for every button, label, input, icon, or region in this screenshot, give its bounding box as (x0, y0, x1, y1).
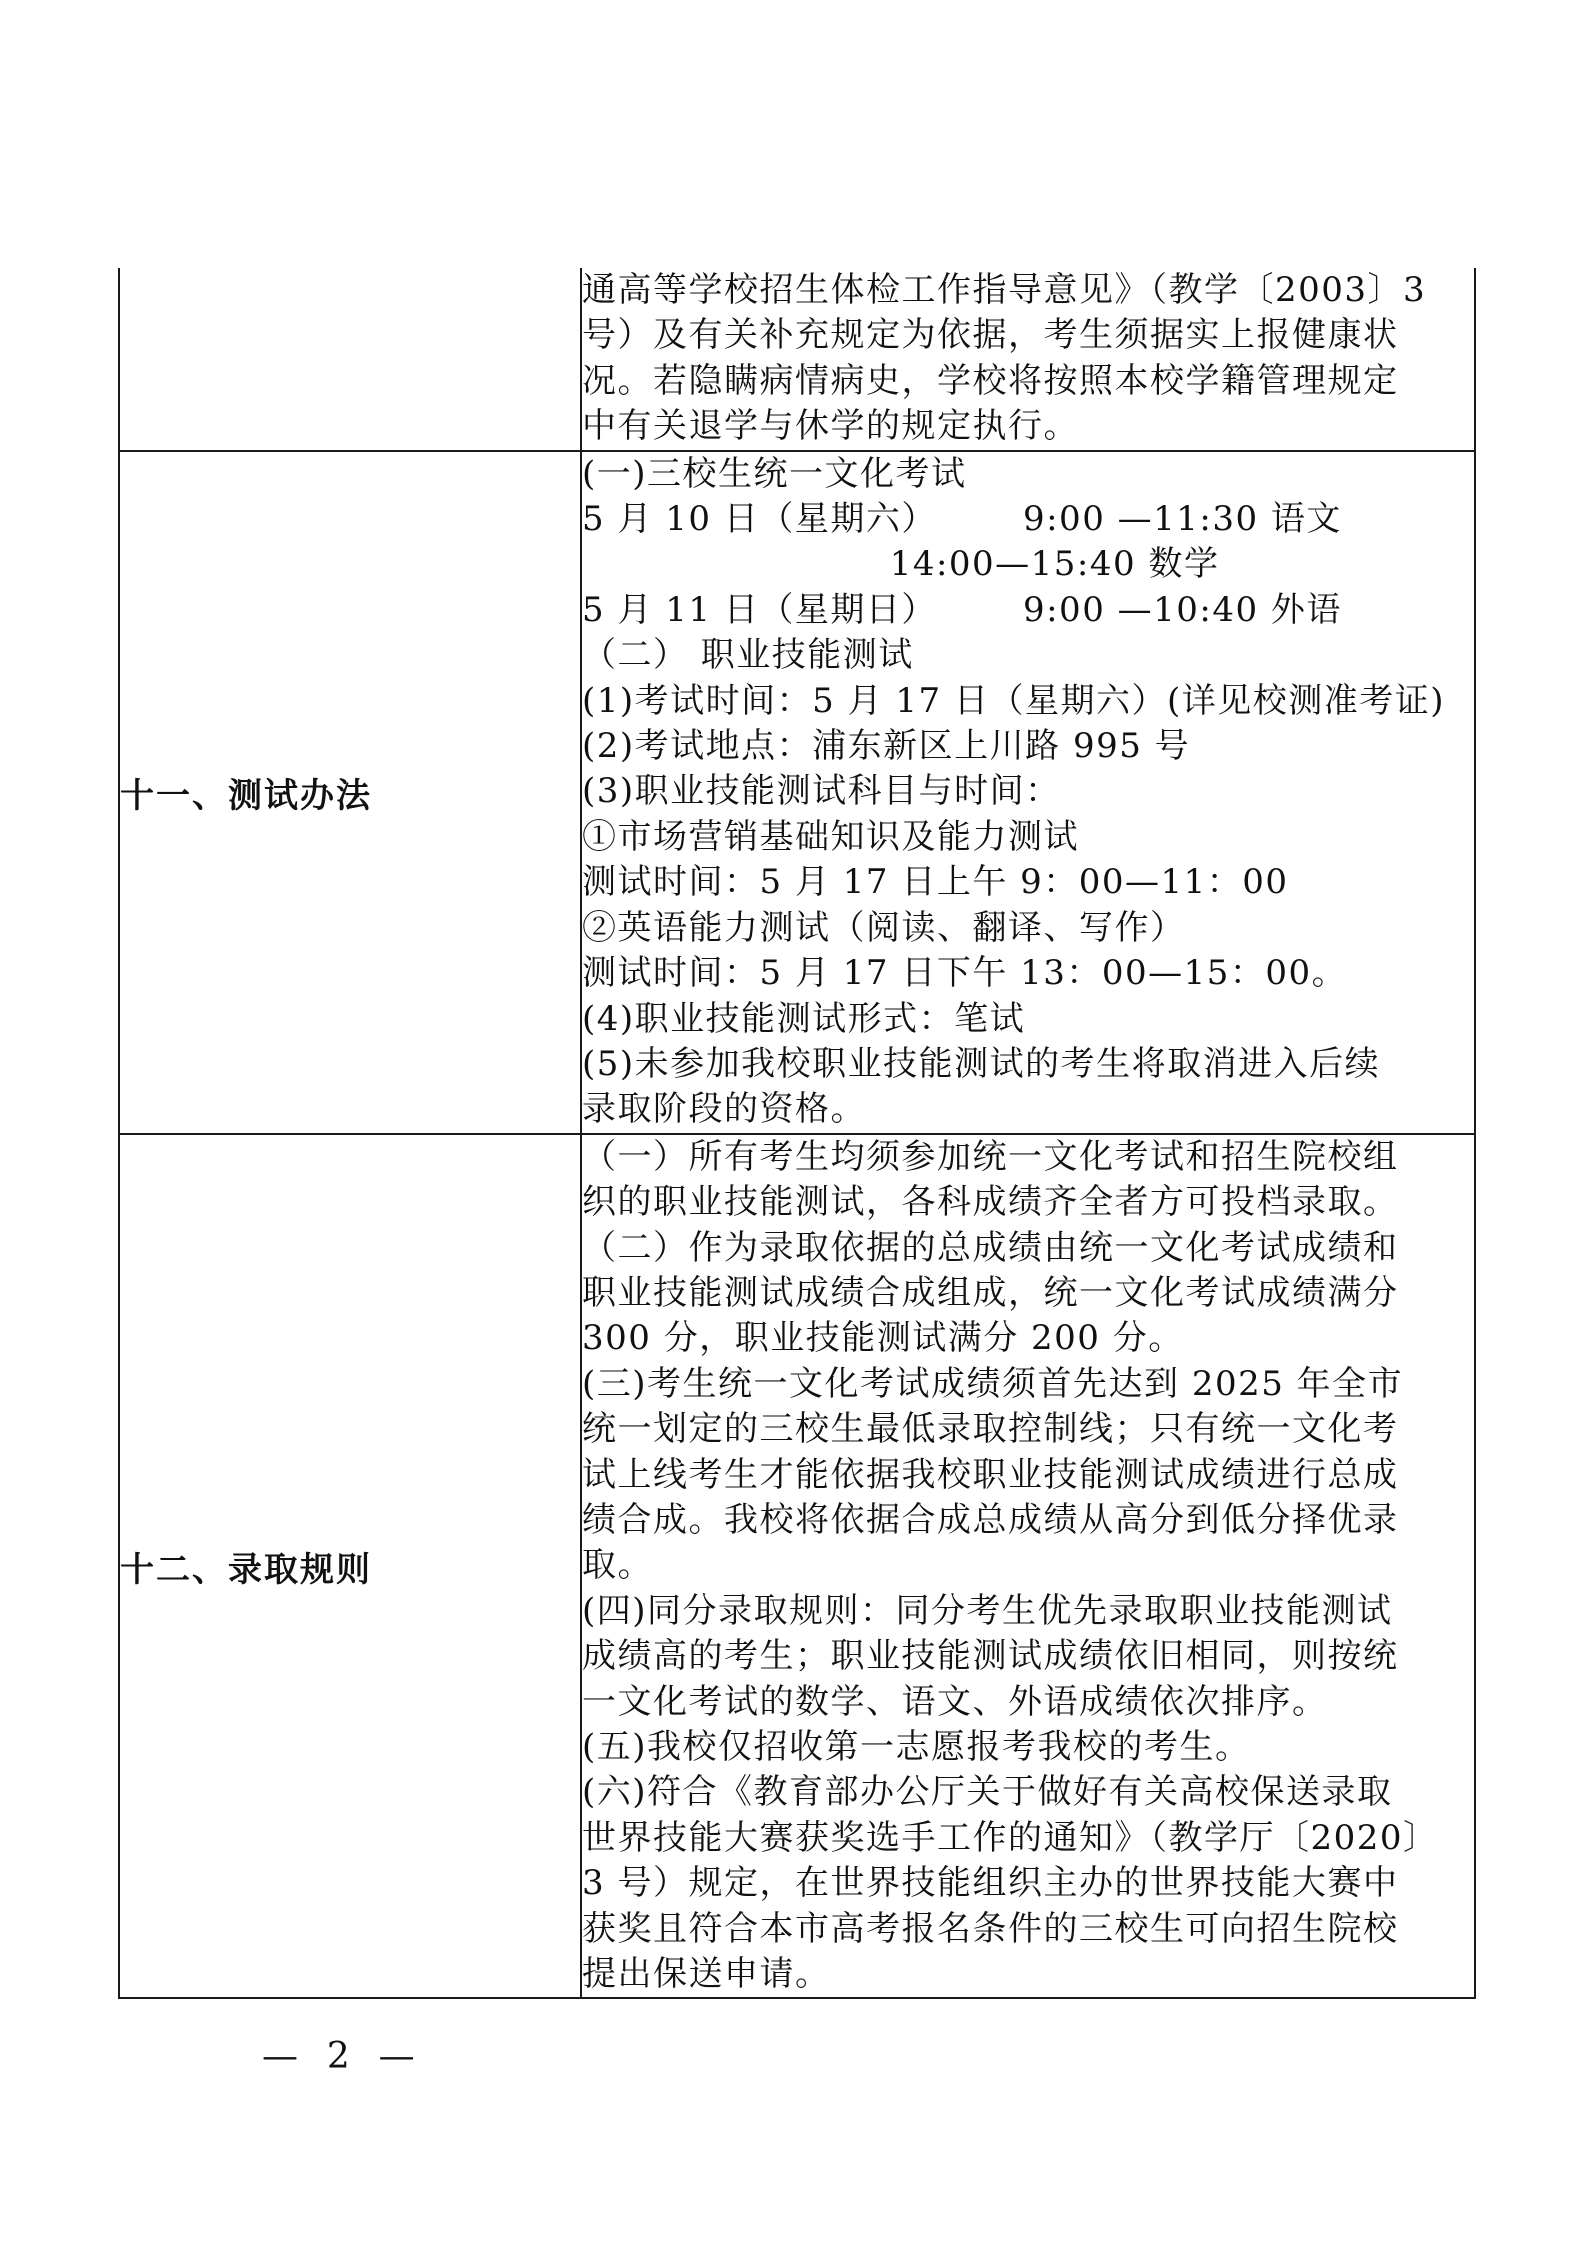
row-label-admission-rules: 十二、录取规则 (119, 1134, 581, 1999)
row-content-admission-rules (581, 1134, 1475, 1999)
text-line: (2)考试地点：浦东新区上川路 995 号 (582, 726, 1191, 767)
text-line: 试上线考生才能依据我校职业技能测试成绩进行总成 (582, 1454, 1399, 1495)
text-line: 职业技能测试成绩合成组成，统一文化考试成绩满分 (582, 1272, 1399, 1313)
table-row (119, 451, 1475, 1134)
text-line: 况。若隐瞒病情病史，学校将按照本校学籍管理规定 (582, 360, 1399, 401)
text-line: 统一划定的三校生最低录取控制线；只有统一文化考 (582, 1409, 1399, 1450)
text-line: (六)符合《教育部办公厅关于做好有关高校保送录取 (582, 1772, 1393, 1813)
text-line: (5)未参加我校职业技能测试的考生将取消进入后续 (582, 1043, 1381, 1084)
text-line: （二）作为录取依据的总成绩由统一文化考试成绩和 (582, 1227, 1399, 1268)
text-line: (五)我校仅招收第一志愿报考我校的考生。 (582, 1727, 1251, 1767)
text-line: 获奖且符合本市高考报名条件的三校生可向招生院校 (582, 1908, 1399, 1949)
page-number: — 2 — (262, 2036, 417, 2077)
row-content (581, 268, 1475, 451)
text-line: 通高等学校招生体检工作指导意见》（教学〔2003〕3 (582, 270, 1427, 310)
text-line: 一文化考试的数学、语文、外语成绩依次排序。 (582, 1681, 1328, 1722)
table-row (119, 1134, 1475, 1999)
text-line: (三)考生统一文化考试成绩须首先达到 2025 年全市 (582, 1363, 1404, 1404)
text-line: 测试时间：5 月 17 日下午 13：00—15：00。 (582, 953, 1348, 994)
text-line: 录取阶段的资格。 (582, 1089, 866, 1130)
text-line: 提出保送申请。 (582, 1954, 831, 1995)
text-line: 中有关退学与休学的规定执行。 (582, 406, 1079, 447)
text-line: 14:00—15:40 数学 (582, 544, 1220, 585)
text-line: (四)同分录取规则：同分考生优先录取职业技能测试 (582, 1590, 1393, 1631)
text-line: (1)考试时间：5 月 17 日（星期六）(详见校测准考证) (582, 680, 1446, 721)
row-label-test-method: 十一、测试办法 (119, 451, 581, 1134)
row-label (119, 268, 581, 451)
table-row (119, 268, 1475, 451)
text-line: (4)职业技能测试形式：笔试 (582, 998, 1026, 1039)
text-line: 3 号）规定，在世界技能组织主办的世界技能大赛中 (582, 1863, 1399, 1904)
admission-rules-table (118, 268, 1476, 1999)
text-line: 织的职业技能测试，各科成绩齐全者方可投档录取。 (582, 1182, 1399, 1223)
text-line: (3)职业技能测试科目与时间： (582, 771, 1061, 812)
text-line: 成绩高的考生；职业技能测试成绩依旧相同，则按统 (582, 1636, 1399, 1677)
text-line: （二） 职业技能测试 (582, 635, 914, 676)
text-line: 300 分，职业技能测试满分 200 分。 (582, 1318, 1184, 1359)
text-line: (一)三校生统一文化考试 (582, 453, 967, 494)
text-line: （一）所有考生均须参加统一文化考试和招生院校组 (582, 1136, 1399, 1177)
text-line: 5 月 10 日（星期六） 9:00 —11:30 语文 (582, 499, 1342, 540)
text-line: 测试时间：5 月 17 日上午 9：00—11：00 (582, 862, 1289, 903)
text-line: ②英语能力测试（阅读、翻译、写作） (582, 907, 1186, 948)
row-content-test-method (581, 451, 1475, 1134)
text-line: 世界技能大赛获奖选手工作的通知》（教学厅〔2020〕 (582, 1817, 1439, 1858)
text-line: 5 月 11 日（星期日） 9:00 —10:40 外语 (582, 589, 1342, 630)
text-line: 号）及有关补充规定为依据，考生须据实上报健康状 (582, 315, 1399, 356)
text-line: 绩合成。我校将依据合成总成绩从高分到低分择优录 (582, 1499, 1399, 1540)
text-line: ①市场营销基础知识及能力测试 (582, 816, 1079, 857)
text-line: 取。 (582, 1545, 653, 1586)
